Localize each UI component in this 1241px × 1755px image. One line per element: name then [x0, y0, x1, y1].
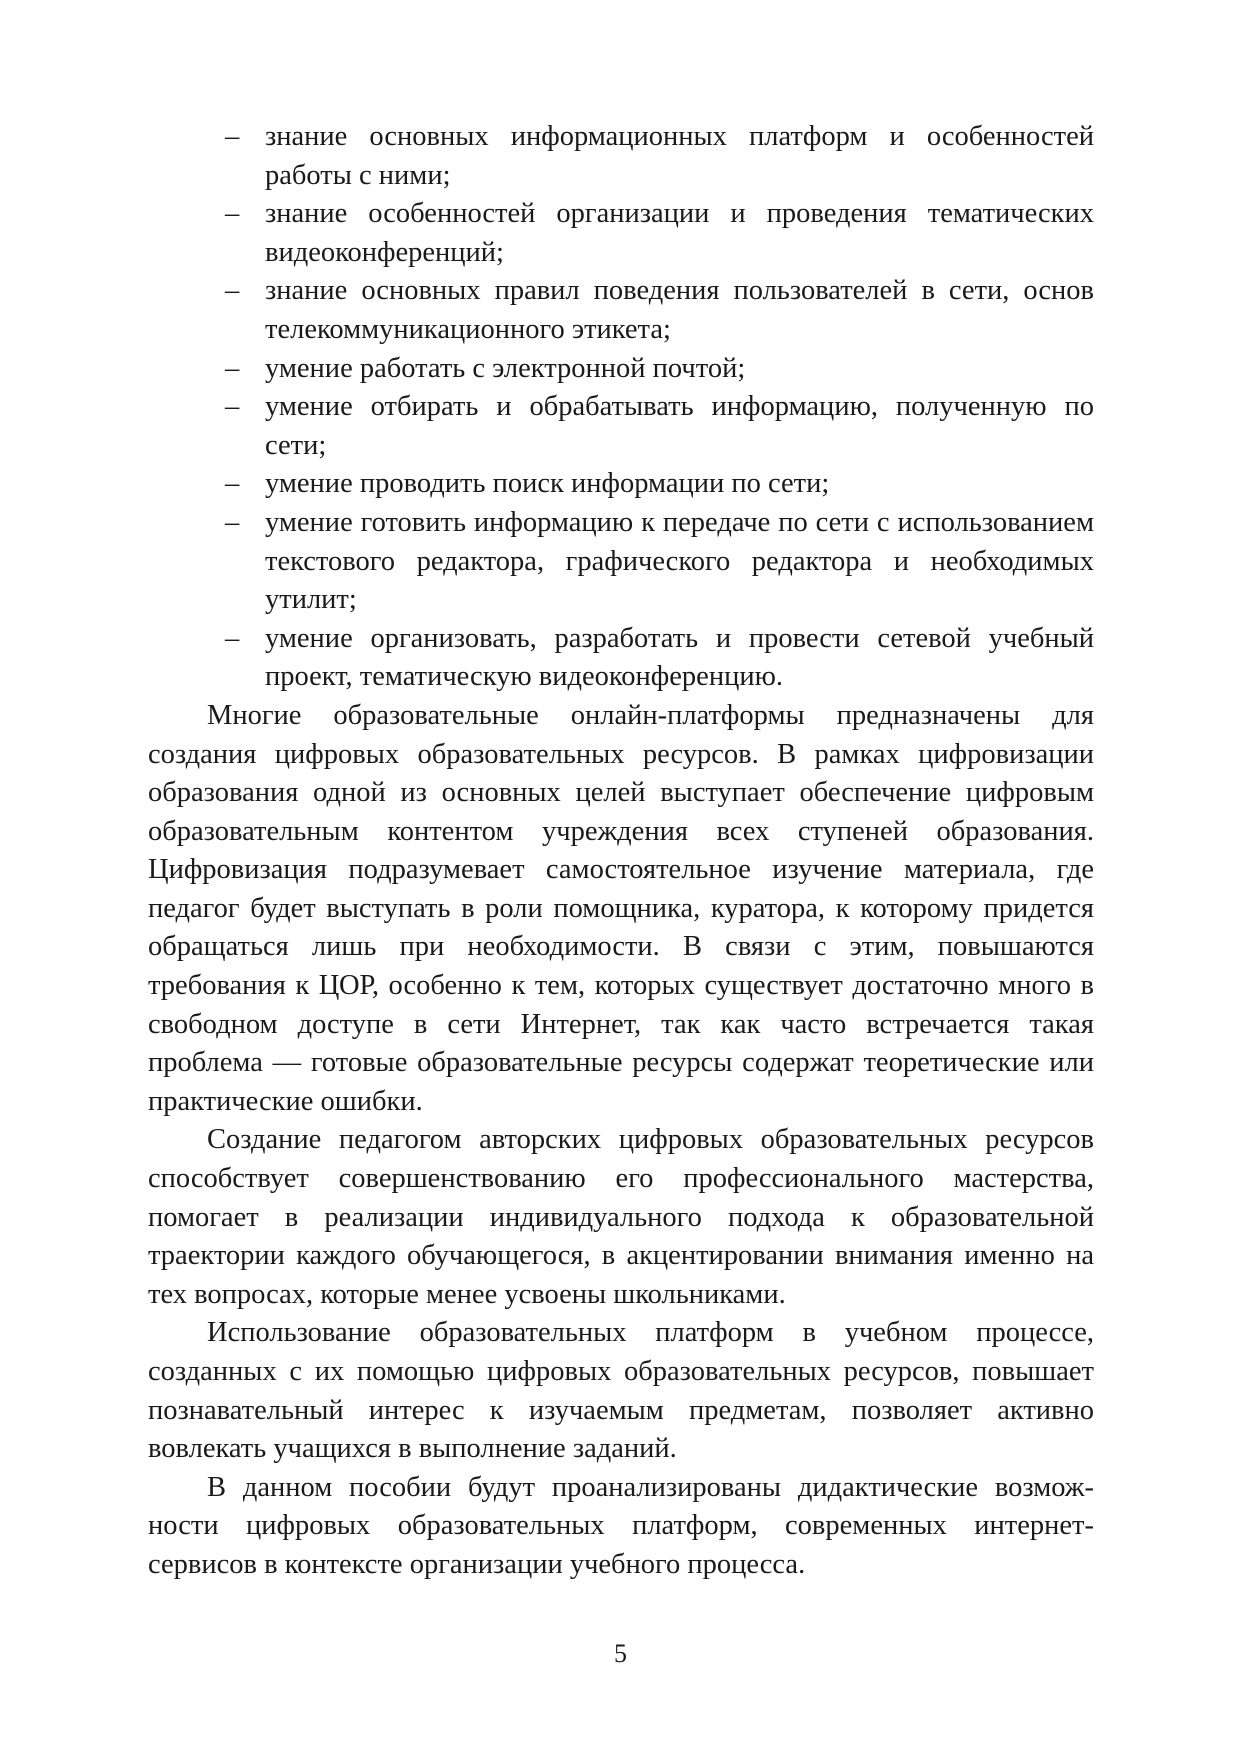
list-dash: –	[225, 622, 240, 654]
list-item-text: знание основных правил поведения пользователей в сети, основ телекоммуникационного этикета;	[265, 275, 1094, 345]
list-dash: –	[225, 121, 240, 152]
page-number: 5	[614, 1639, 627, 1668]
paragraph-author-resources: Создание педагогом авторских цифровых образовательных ресурсов способствует совершенствованию его профессионального мастерства, помогает в реализации индивидуального подхода к образовательной траектории каждого обучающегося, в акцентировании внимания именно на тех вопросах, которые менее усвоены школьниками.	[148, 1124, 1094, 1310]
list-item-text: умение проводить поиск информации по сети;	[265, 468, 830, 500]
list-item-text: знание основных информационных платформ и особенностей работы с ними;	[265, 121, 1094, 191]
page-body	[148, 118, 1094, 1585]
skills-list	[148, 118, 1094, 697]
paragraph-manual-scope: В данном пособии будут проанализированы дидактические возможности цифровых образовательных платформ, современных интернет-сервисов в контексте организации учебного процесса.	[148, 1471, 1094, 1580]
list-item	[148, 620, 1094, 697]
list-dash: –	[225, 468, 240, 500]
list-item-text: умение отбирать и обрабатывать информацию, полученную по сети;	[265, 391, 1094, 461]
list-dash: –	[225, 506, 240, 538]
list-item-text: умение готовить информацию к передаче по сети с использованием текстового редактора, графического редактора и необходимых утилит;	[265, 506, 1094, 616]
list-dash: –	[225, 391, 240, 423]
list-item	[148, 118, 1094, 195]
list-dash: –	[225, 275, 240, 307]
list-dash: –	[225, 352, 240, 384]
list-item	[148, 272, 1094, 349]
list-item-text: умение организовать, разработать и провести сетевой учебный проект, тематическую видеоконференцию.	[265, 622, 1094, 693]
list-item	[148, 465, 1094, 504]
paragraph-digitalization: Многие образовательные онлайн-платформы предназначены для создания цифровых образовательных ресурсов. В рамках цифровизации образования одной из основных целей выступает обеспечение цифровым образовательным контентом учреждения всех ступеней образования. Цифровизация подразумевает самостоятельное изучение материала, где педагог будет выступать в роли помощника, куратора, к которому придется обращаться лишь при необходимости. В связи с этим, повышаются требования к ЦОР, особенно к тем, которых существует достаточно много в свободном доступе в сети Интернет, так как часто встречается такая проблема — готовые образовательные ресурсы содержат теоретические или практические ошибки.	[148, 699, 1094, 1117]
list-dash: –	[225, 198, 240, 230]
list-item-text: знание особенностей организации и проведения тематических видеоконференций;	[265, 198, 1094, 268]
list-item-text: умение работать с электронной почтой;	[265, 352, 746, 384]
paragraph-platform-usage: Использование образовательных платформ в учебном процессе, созданных с их помощью цифровых образовательных ресурсов, повышает познавательный интерес к изучаемым предметам, позволяет активно вовлекать учащихся в выполнение заданий.	[148, 1317, 1094, 1465]
list-item	[148, 388, 1094, 465]
list-item	[148, 504, 1094, 620]
list-item	[148, 195, 1094, 272]
list-item	[148, 350, 1094, 389]
